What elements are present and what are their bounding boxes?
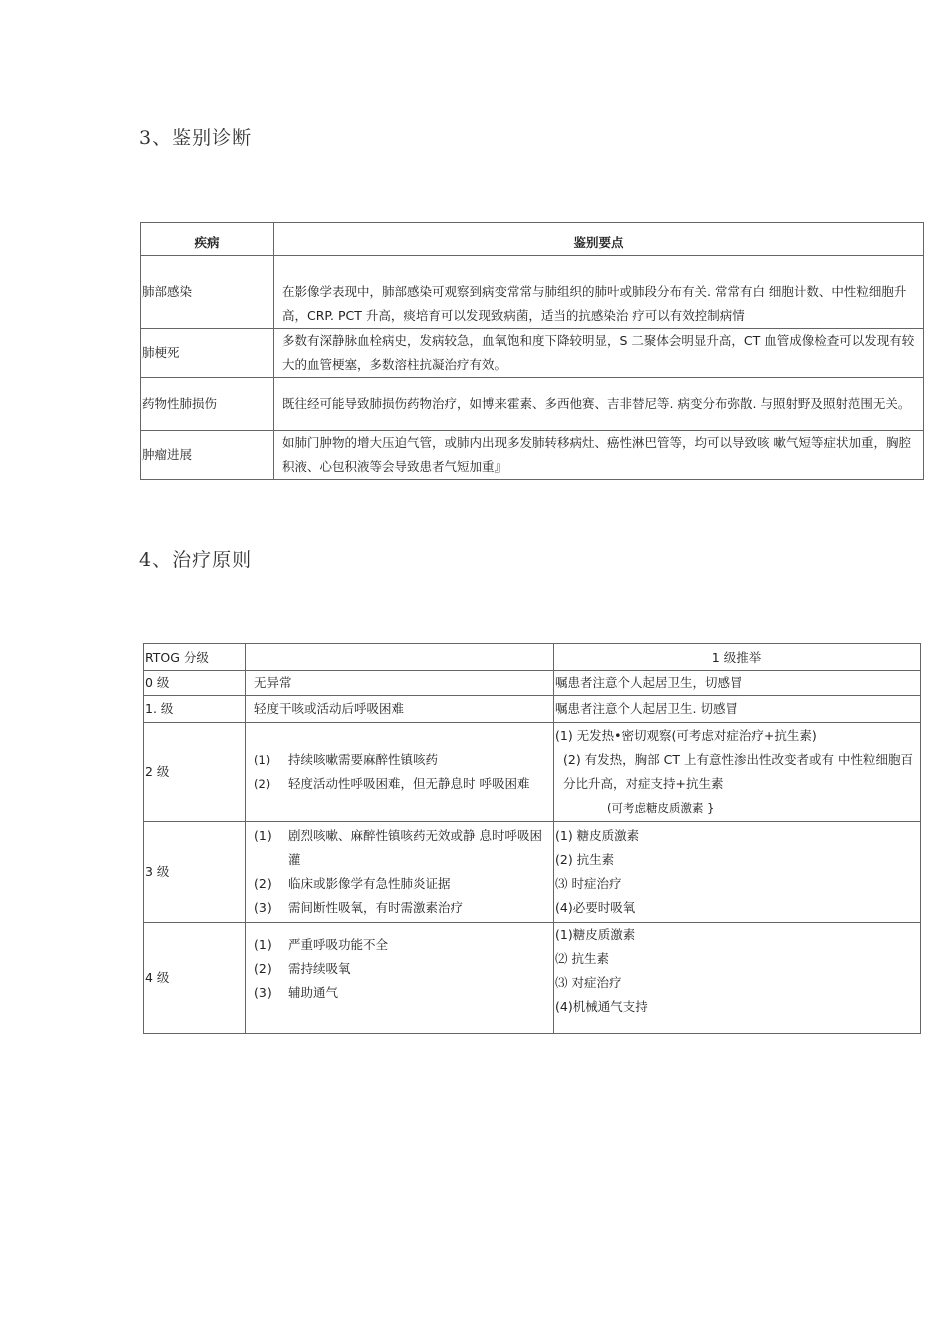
points-cell: 多数有深静脉血栓病史，发病较急，血氧饱和度下降较明显，S 二聚体会明显升高，CT 血管成像检查可以发现有较大的血管梗塞，多数溶柱抗凝治疗有效。	[274, 329, 924, 378]
item-text: 需持续吸氧	[288, 961, 351, 976]
table-row	[144, 671, 921, 696]
table-row	[144, 696, 921, 723]
points-cell: 在影像学表现中，肺部感染可观察到病变常常与肺组织的肺叶或肺段分布有关. 常常有白 细胞计数、中性粒细胞升高，CRP. PCT 升高，痰培育可以发现致病菌，适当的抗感染治 疗可以有效控制病情	[274, 256, 924, 329]
treatment-item: (2) 有发热，胸部 CT 上有意性渗出性改变者或有 中性粒细胞百分比升高，对症支持+抗生素	[563, 752, 913, 791]
treatment-item: (2) 抗生素	[555, 852, 615, 867]
treatment-item: ⑶ 时症治疗	[555, 876, 622, 891]
treatment-item: ⑵ 抗生素	[555, 951, 609, 966]
table-row	[144, 723, 921, 822]
item-number: (2)	[254, 777, 271, 791]
grade-cell: 2 级	[144, 723, 246, 822]
disease-cell: 肺梗死	[141, 329, 274, 378]
item-text: 轻度活动性呼吸困难，但无静息时 呼吸困难	[288, 776, 530, 791]
symptom-cell	[246, 822, 554, 923]
treatment-principles-table	[143, 643, 921, 1034]
table-header-row	[144, 644, 921, 671]
treatment-cell	[554, 822, 921, 923]
grade-cell: 4 级	[144, 923, 246, 1034]
table-row	[141, 378, 924, 431]
disease-cell: 肺部感染	[141, 256, 274, 329]
treatment-cell	[554, 923, 921, 1034]
symptom-cell: 轻度干咳或活动后呼吸困难	[246, 696, 554, 723]
item-number: (2)	[254, 876, 272, 891]
header-key-points: 鉴别要点	[274, 223, 924, 256]
table-row	[144, 822, 921, 923]
item-number: (3)	[254, 900, 272, 915]
points-cell: 如肺门肿物的增大压迫气管，或肺内出现多发肺转移病灶、癌性淋巴管等，均可以导致咳 嗽气短等症状加重，胸腔积液、心包积液等会导致患者气短加重』	[274, 431, 924, 480]
header-recommendation: 1 级推举	[554, 644, 921, 671]
treatment-item: (1)糖皮质激素	[555, 927, 636, 942]
treatment-cell: 嘱患者注意个人起居卫生，切感冒	[554, 671, 921, 696]
disease-cell: 肿瘤进展	[141, 431, 274, 480]
treatment-item: (1) 糖皮质激素	[555, 828, 640, 843]
table-row	[144, 923, 921, 1034]
symptom-item	[254, 872, 551, 896]
item-number: (3)	[254, 985, 272, 1000]
header-disease: 疾病	[141, 223, 274, 256]
item-number: (1)	[254, 937, 272, 952]
section-3-title: 3、鉴别诊断	[139, 127, 253, 149]
grade-cell: 0 级	[144, 671, 246, 696]
symptom-cell	[246, 923, 554, 1034]
differential-diagnosis-table	[140, 222, 924, 480]
treatment-item: (1) 无发热•密切观察(可考虑对症治疗+抗生素)	[555, 728, 817, 743]
treatment-item: ⑶ 对症治疗	[555, 975, 622, 990]
symptom-item	[254, 896, 551, 920]
symptom-item	[254, 824, 551, 872]
treatment-cell: 嘱患者注意个人起居卫生. 切感冒	[554, 696, 921, 723]
symptom-item	[254, 981, 551, 1005]
table-header-row	[141, 223, 924, 256]
item-text: 需间断性吸氧，有时需激素治疗	[288, 900, 464, 915]
item-number: (1)	[254, 828, 272, 843]
item-text: 辅助通气	[288, 985, 339, 1000]
item-text: 持续咳嗽需要麻醉性镇咳药	[288, 752, 439, 767]
table-row	[141, 329, 924, 378]
grade-cell: 3 级	[144, 822, 246, 923]
symptom-item	[254, 748, 551, 772]
item-number: (2)	[254, 961, 272, 976]
points-cell: 既往经可能导致肺损伤药物治疗，如博来霍素、多西他赛、吉非替尼等. 病变分布弥散. 与照射野及照射范围无关。	[274, 378, 924, 431]
symptom-cell	[246, 723, 554, 822]
symptom-item	[254, 772, 551, 796]
symptom-cell: 无异常	[246, 671, 554, 696]
item-text: 临床或影像学有急性肺炎证据	[288, 876, 451, 891]
table-row	[141, 256, 924, 329]
treatment-item: (4)必要时吸氧	[555, 900, 636, 915]
item-number: (1)	[254, 753, 271, 767]
symptom-item	[254, 933, 551, 957]
treatment-cell	[554, 723, 921, 822]
treatment-item: (4)机械通气支持	[555, 999, 648, 1014]
grade-cell: 1. 级	[144, 696, 246, 723]
treatment-item: (可考虑糖皮质激素 }	[607, 801, 715, 815]
symptom-item	[254, 957, 551, 981]
section-4-title: 4、治疗原则	[139, 549, 253, 571]
item-text: 剧烈咳嗽、麻醉性镇咳药无效或静 息时呼吸困灌	[288, 828, 542, 867]
header-rtog-grade: RTOG 分级	[144, 644, 246, 671]
header-symptoms	[246, 644, 554, 671]
disease-cell: 药物性肺损伤	[141, 378, 274, 431]
item-text: 严重呼吸功能不全	[288, 937, 389, 952]
table-row	[141, 431, 924, 480]
